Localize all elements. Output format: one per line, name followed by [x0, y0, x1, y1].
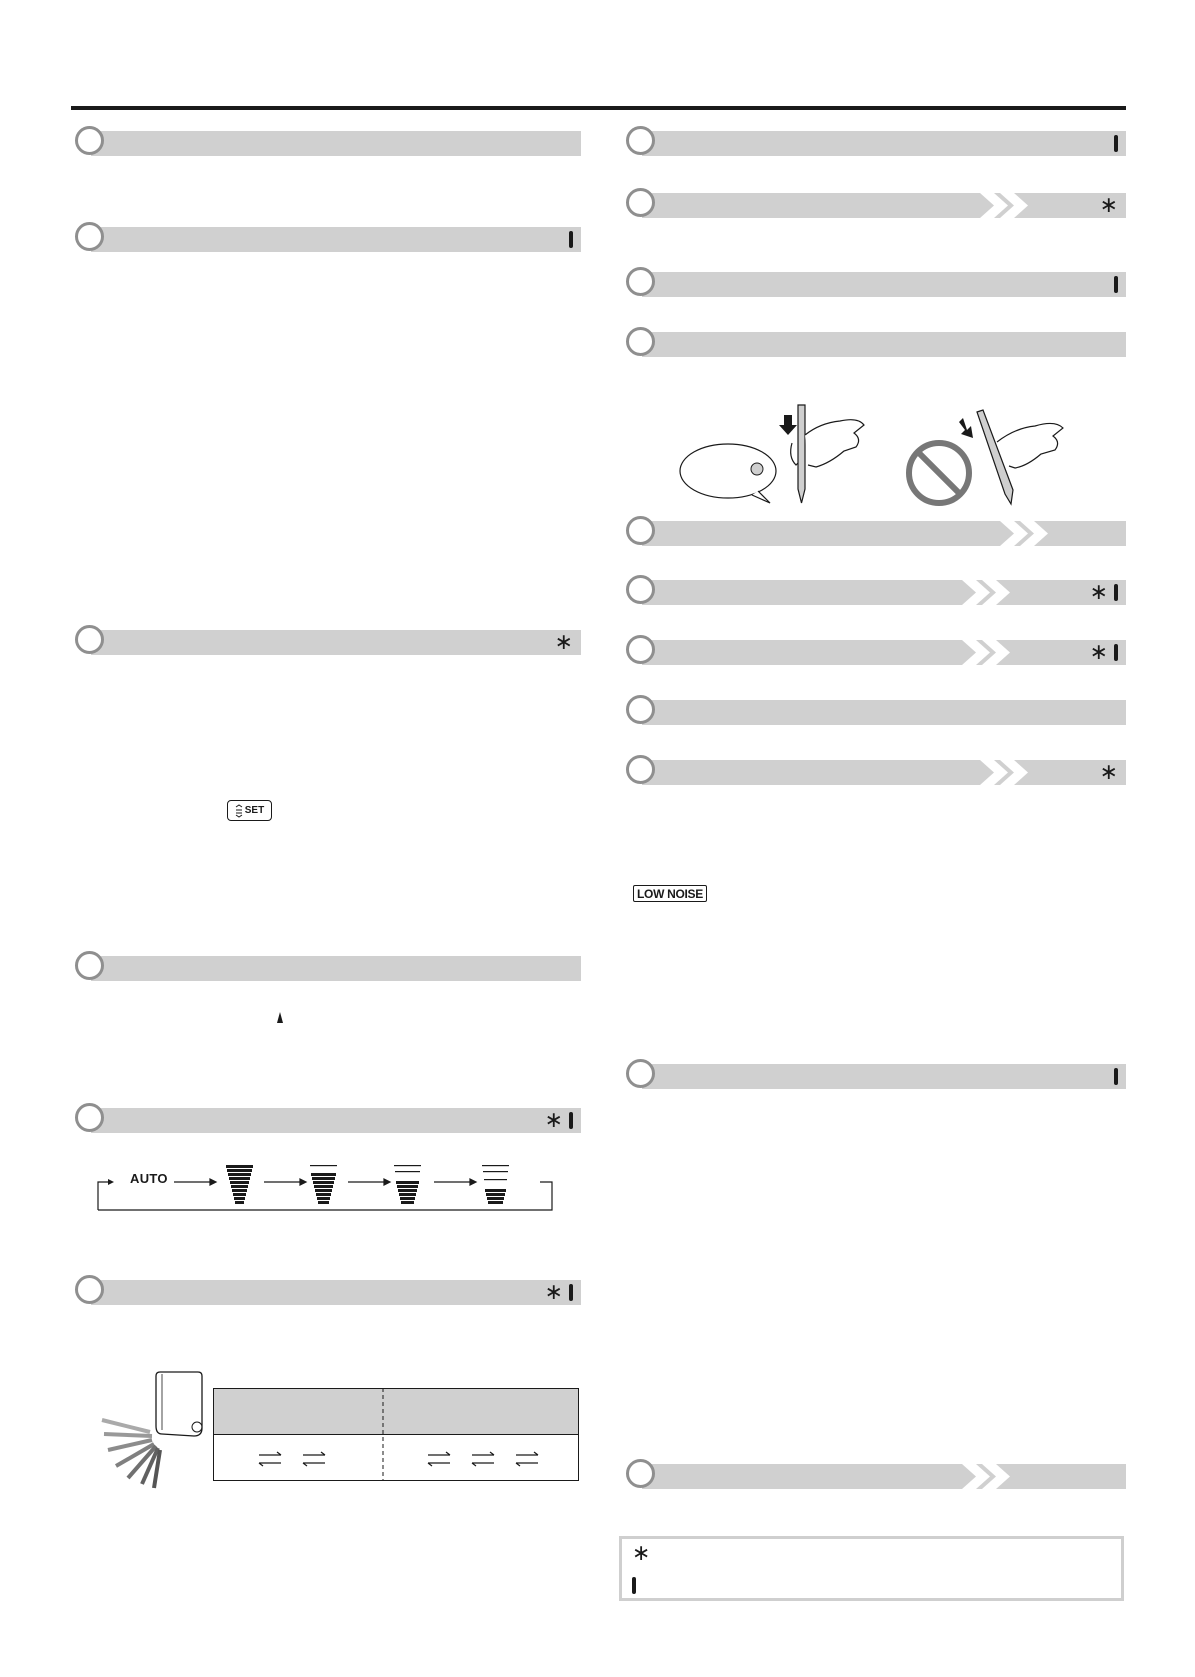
circle-icon [75, 1103, 104, 1132]
circle-icon [626, 126, 655, 155]
circle-icon [626, 188, 655, 217]
indoor-unit-airflow-illustration [100, 1370, 210, 1492]
asterisk-mark: ∗ [1099, 193, 1118, 218]
reset-button-wrong-illustration [905, 408, 1075, 508]
asterisk-mark: ∗ [544, 1280, 563, 1305]
circle-icon [626, 695, 655, 724]
set-button-label: SET [244, 805, 265, 816]
fan-level-4-icon [226, 1165, 253, 1204]
fan-level-3-icon [310, 1165, 337, 1204]
double-chevron-icon [962, 580, 1022, 605]
circle-icon [75, 222, 104, 251]
circle-icon [626, 755, 655, 784]
circle-icon [75, 951, 104, 980]
vertical-bar-icon [1114, 135, 1118, 152]
vertical-bar-icon [1114, 644, 1118, 661]
vertical-bar-icon [1114, 1068, 1118, 1085]
double-chevron-icon [1000, 521, 1060, 546]
section-header-right-2 [642, 193, 1126, 218]
circle-icon [626, 267, 655, 296]
fan-level-2-icon [394, 1165, 421, 1204]
circle-icon [75, 126, 104, 155]
asterisk-mark: ∗ [632, 1541, 651, 1566]
circle-icon [626, 516, 655, 545]
asterisk-mark: ∗ [1099, 760, 1118, 785]
section-header-right-10 [642, 1064, 1126, 1089]
section-header-left-5 [91, 1108, 581, 1133]
circle-icon [626, 327, 655, 356]
top-rule [71, 106, 1126, 110]
vertical-bar-icon [1114, 584, 1118, 601]
section-header-left-3 [91, 630, 581, 655]
section-header-right-8 [642, 700, 1126, 725]
asterisk-mark: ∗ [554, 630, 573, 655]
fan-auto-label: AUTO [130, 1171, 168, 1186]
asterisk-mark: ∗ [1089, 640, 1108, 665]
section-header-right-9 [642, 760, 1126, 785]
double-chevron-icon [980, 193, 1040, 218]
section-header-right-3 [642, 272, 1126, 297]
circle-icon [626, 575, 655, 604]
set-button-icon [227, 800, 272, 821]
double-chevron-icon [980, 760, 1040, 785]
section-header-left-1 [91, 131, 581, 156]
section-header-left-4 [91, 956, 581, 981]
double-chevron-icon [962, 640, 1022, 665]
circle-icon [626, 1059, 655, 1088]
circle-icon [626, 635, 655, 664]
low-noise-button-icon: LOW NOISE [633, 885, 707, 902]
asterisk-mark: ∗ [544, 1108, 563, 1133]
triangle-marker-icon [276, 1012, 284, 1024]
circle-icon [75, 1275, 104, 1304]
circle-icon [626, 1459, 655, 1488]
vertical-bar-icon [632, 1577, 636, 1594]
section-header-right-6 [642, 580, 1126, 605]
vertical-bar-icon [569, 1112, 573, 1129]
double-chevron-icon [962, 1464, 1022, 1489]
legend-note-box [619, 1536, 1124, 1601]
section-header-right-1 [642, 131, 1126, 156]
vertical-bar-icon [569, 1284, 573, 1301]
section-header-right-4 [642, 332, 1126, 357]
louver-direction-table [213, 1388, 579, 1481]
asterisk-mark: ∗ [1089, 580, 1108, 605]
section-header-right-7 [642, 640, 1126, 665]
section-header-left-2 [91, 227, 581, 252]
section-header-right-5 [642, 521, 1126, 546]
fan-speed-cycle-diagram [96, 1160, 556, 1215]
reset-button-correct-illustration [680, 405, 880, 505]
section-header-right-11 [642, 1464, 1126, 1489]
circle-icon [75, 625, 104, 654]
fan-level-1-icon [482, 1165, 509, 1204]
vertical-bar-icon [569, 231, 573, 248]
section-header-left-6 [91, 1280, 581, 1305]
vertical-bar-icon [1114, 276, 1118, 293]
fan-swing-icon [235, 805, 243, 817]
